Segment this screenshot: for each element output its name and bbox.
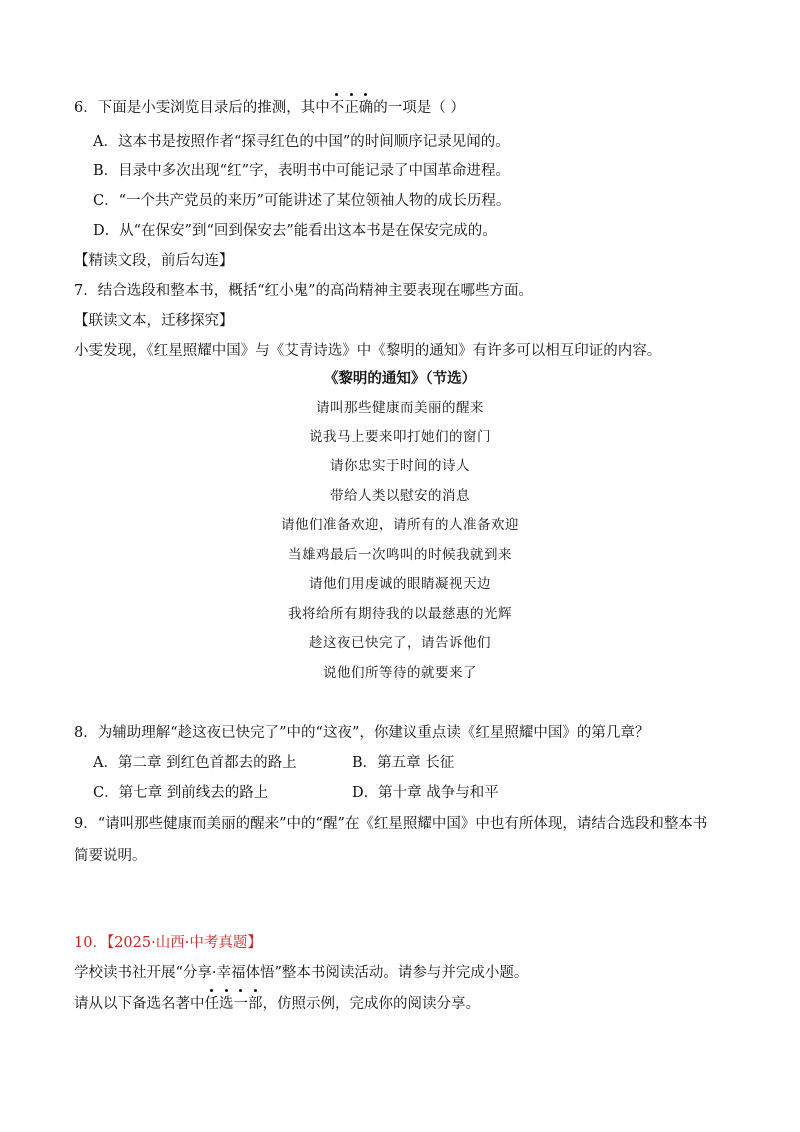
q6-stem-post: 的一项是（ ） bbox=[373, 100, 465, 116]
q6-emphasis-char: 正 bbox=[344, 100, 359, 116]
q7-stem: 7．结合选段和整本书，概括“红小鬼”的高尚精神主要表现在哪些方面。 bbox=[74, 283, 534, 299]
poem-title: 《黎明的通知》（节选） bbox=[323, 370, 477, 387]
section-heading-comparative-reading: 【联读文本，迁移探究】 bbox=[74, 313, 234, 329]
poem-line: 请你忠实于时间的诗人 bbox=[330, 458, 470, 474]
poem-line: 说他们所等待的就要来了 bbox=[323, 665, 477, 681]
q9-stem-line1: 9．“请叫那些健康而美丽的醒来”中的“醒”在《红星照耀中国》中也有所体现，请结合选段和整本书 bbox=[74, 816, 708, 832]
q8-stem: 8．为辅助理解“趁这夜已快完了”中的“这夜”，你建议重点读《红星照耀中国》的第几章？ bbox=[74, 725, 650, 741]
q8-option-b: B．第五章 长征 bbox=[352, 755, 455, 771]
q10-header bbox=[74, 933, 262, 953]
q10-line1: 学校读书社开展“分享·幸福体悟”整本书阅读活动。请参与并完成小题。 bbox=[74, 965, 529, 981]
poem-line: 说我马上要来叩打她们的窗门 bbox=[309, 429, 491, 445]
q10-line2-pre: 请从以下备选名著中 bbox=[74, 996, 205, 1012]
q10-source-tag: 【2025·山西·中考真题】 bbox=[106, 935, 262, 951]
q6-stem-pre: 6．下面是小雯浏览目录后的推测，其中 bbox=[74, 100, 330, 116]
poem-line: 请他们准备欢迎，请所有的人准备欢迎 bbox=[281, 517, 519, 533]
poem-line: 带给人类以慰安的消息 bbox=[330, 488, 470, 504]
comparative-intro: 小雯发现，《红星照耀中国》与《艾青诗选》中《黎明的通知》有许多可以相互印证的内容。 bbox=[74, 343, 662, 359]
poem-line: 请叫那些健康而美丽的醒来 bbox=[316, 400, 484, 416]
q6-option-b: B．目录中多次出现“红”字，表明书中可能记录了中国革命进程。 bbox=[93, 163, 510, 179]
poem-line: 我将给所有期待我的以最慈惠的光辉 bbox=[288, 606, 512, 622]
q10-number: 10． bbox=[74, 935, 107, 951]
poem-line: 请他们用虔诚的眼睛凝视天边 bbox=[309, 576, 491, 592]
q10-line2 bbox=[74, 994, 480, 1014]
section-heading-close-reading: 【精读文段，前后勾连】 bbox=[74, 253, 234, 269]
q8-option-c: C．第七章 到前线去的路上 bbox=[93, 785, 269, 801]
poem-line: 趁这夜已快完了，请告诉他们 bbox=[309, 635, 491, 651]
poem-line: 当雄鸡最后一次鸣叫的时候我就到来 bbox=[288, 547, 512, 563]
q6-emphasis-char: 不 bbox=[329, 100, 345, 116]
q8-option-d: D．第十章 战争与和平 bbox=[352, 785, 499, 801]
q6-emphasis-char: 确 bbox=[358, 100, 374, 116]
q10-line2-post: ，仿照示例，完成你的阅读分享。 bbox=[262, 996, 480, 1012]
q10-emphasis-char: 部 bbox=[248, 996, 263, 1012]
q6-option-c: C．“一个共产党员的来历”可能讲述了某位领袖人物的成长历程。 bbox=[93, 193, 511, 209]
q10-emphasis-char: 选 bbox=[219, 996, 234, 1012]
q10-emphasis-char: 一 bbox=[233, 996, 248, 1012]
q6-stem bbox=[74, 98, 465, 118]
q6-option-d: D．从“在保安”到“回到保安去”能看出这本书是在保安完成的。 bbox=[93, 223, 497, 239]
q10-emphasis-char: 任 bbox=[204, 996, 219, 1012]
q8-option-a: A．第二章 到红色首都去的路上 bbox=[93, 755, 297, 771]
q6-option-a: A．这本书是按照作者“探寻红色的中国”的时间顺序记录见闻的。 bbox=[93, 134, 510, 150]
q9-stem-line2: 简要说明。 bbox=[74, 848, 147, 864]
